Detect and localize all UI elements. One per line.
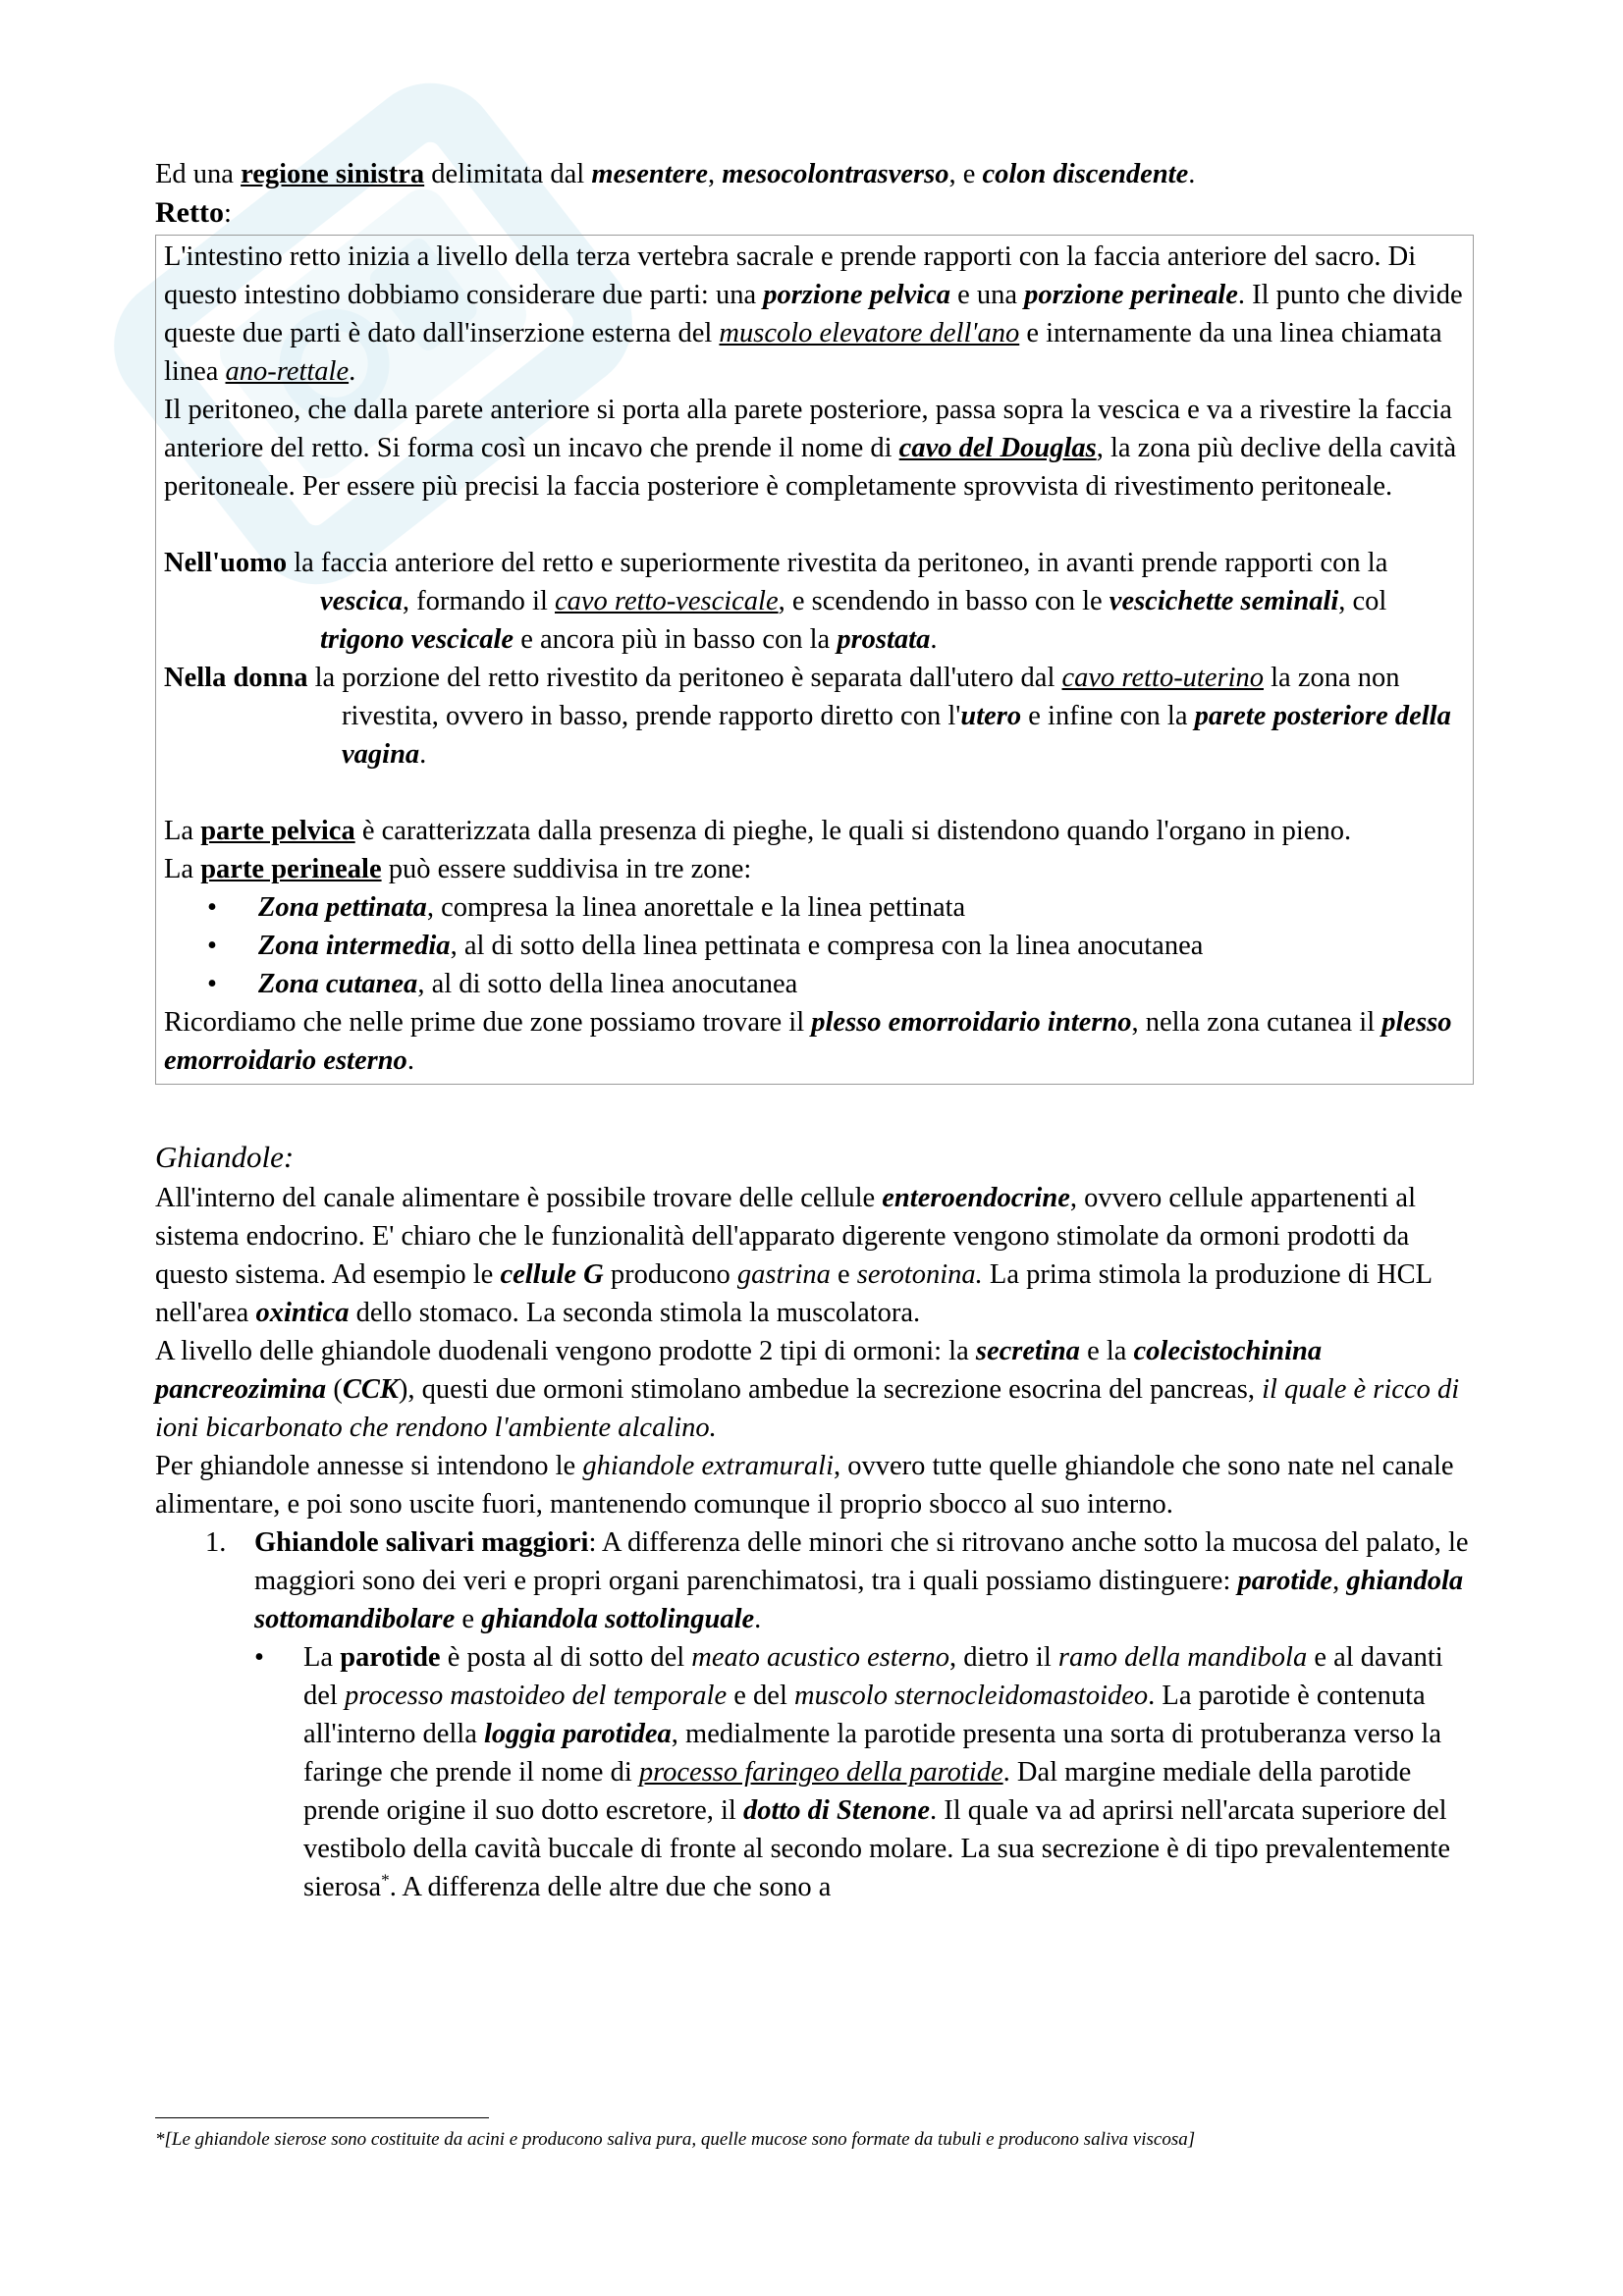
list-item: • Zona cutanea, al di sotto della linea anocutanea <box>207 965 1465 1003</box>
ghiandole-heading: Ghiandole: <box>155 1140 295 1174</box>
ghiandole-paragraph-3: Per ghiandole annesse si intendono le ghiandole extramurali, ovvero tutte quelle ghiandole che sono nate nel canale alimentare, e poi sono uscite fuori, mantenendo comunque il proprio sbocco al suo interno. <box>155 1451 1454 1520</box>
list-item: • Zona pettinata, compresa la linea anorettale e la linea pettinata <box>207 888 1465 927</box>
ricordiamo-paragraph: Ricordiamo che nelle prime due zone possiamo trovare il plesso emorroidario interno, nella zona cutanea il plesso emorroidario esterno. <box>164 1007 1452 1076</box>
retto-paragraph-1: L'intestino retto inizia a livello della terza vertebra sacrale e prende rapporti con la faccia anteriore del sacro. Di questo intestino dobbiamo considerare due parti: una porzione pelvica e una porzione perineale. Il punto che divide queste due parti è dato dall'inserzione esterna del muscolo elevatore dell'ano e internamente da una linea chiamata linea ano-rettale. <box>164 241 1463 387</box>
list-item: • La parotide è posta al di sotto del meato acustico esterno, dietro il ramo della mandibola e al davanti del processo mastoideo del temporale e del muscolo sternocleidomastoideo. La parotide è contenuta all'interno della loggia parotidea, medialmente la parotide presenta una sorta di protuberanza verso la faringe che prende il nome di processo faringeo della parotide. Dal margine mediale della parotide prende origine il suo dotto escretore, il dotto di Stenone. Il quale va ad aprirsi nell'arcata superiore del vestibolo della cavità buccale di fronte al secondo molare. La sua secrezione è di tipo prevalentemente sierosa*. A differenza delle altre due che sono a <box>254 1638 1476 1906</box>
ghiandole-list <box>155 1523 1476 1906</box>
page-content <box>155 155 1476 1906</box>
retto-title: Retto <box>155 196 224 229</box>
ghiandole-paragraph-1: All'interno del canale alimentare è possibile trovare delle cellule enteroendocrine, ovvero cellule appartenenti al sistema endocrino. E' chiaro che le funzionalità dell'apparato digerente vengono stimolate da ormoni prodotti da questo sistema. Ad esempio le cellule G producono gastrina e serotonina. La prima stimola la produzione di HCL nell'area oxintica dello stomaco. La seconda stimola la muscolatora. <box>155 1183 1433 1328</box>
footnote: *[Le ghiandole sierose sono costituite da acini e producono saliva pura, quelle mucose sono formate da tubuli e producono saliva viscosa] <box>155 2129 1196 2150</box>
retto-heading: Retto: <box>155 196 232 229</box>
footnote-marker: * <box>381 1870 390 1890</box>
pelvica-paragraph: La parte pelvica è caratterizzata dalla presenza di pieghe, le quali si distendono quando l'organo in pieno. <box>164 816 1352 846</box>
ghiandole-paragraph-2: A livello delle ghiandole duodenali vengono prodotte 2 tipi di ormoni: la secretina e la colecistochinina pancreozimina (CCK), questi due ormoni stimolano ambedue la secrezione esocrina del pancreas, il quale è ricco di ioni bicarbonato che rendono l'ambiente alcalino. <box>155 1336 1460 1443</box>
list-item: • Zona intermedia, al di sotto della linea pettinata e compresa con la linea anocutanea <box>207 927 1465 965</box>
zone-list <box>164 888 1465 1003</box>
list-item: 1. Ghiandole salivari maggiori: A differenza delle minori che si ritrovano anche sotto la mucosa del palato, le maggiori sono dei veri e propri organi parenchimatosi, tra i quali possiamo distinguere: parotide, ghiandola sottomandibolare e ghiandola sottolinguale. • La parotide è posta al di sotto del meato acustico esterno, dietro il ramo della mandibola e al davanti del processo mastoideo del temporale e del muscolo sternocleidomastoideo. La parotide è contenuta all'interno della loggia parotidea, medialmente la parotide presenta una sorta di protuberanza verso la faringe che prende il nome di processo faringeo della parotide. Dal margine mediale della parotide prende origine il suo dotto escretore, il dotto di Stenone. Il quale va ad aprirsi nell'arcata superiore del vestibolo della cavità buccale di fronte al secondo molare. La sua secrezione è di tipo prevalentemente sierosa*. A differenza delle altre due che sono a <box>205 1523 1476 1906</box>
uomo-paragraph: Nell'uomo la faccia anteriore del retto e superiormente rivestita da peritoneo, in avanti prende rapporti con la vescica, formando il cavo retto-vescicale, e scendendo in basso con le vescichette seminali, col trigono vescicale e ancora più in basso con la prostata. <box>164 548 1388 655</box>
retto-paragraph-2: Il peritoneo, che dalla parete anteriore si porta alla parete posteriore, passa sopra la vescica e va a rivestire la faccia anteriore del retto. Si forma così un incavo che prende il nome di cavo del Douglas, la zona più declive della cavità peritoneale. Per essere più precisi la faccia posteriore è completamente sprovvista di rivestimento peritoneale. <box>164 395 1457 502</box>
retto-box <box>155 235 1474 1085</box>
footnote-divider <box>155 2117 489 2118</box>
intro-paragraph: Ed una regione sinistra delimitata dal mesentere, mesocolontrasverso, e colon discendente. <box>155 159 1196 189</box>
donna-paragraph: Nella donna la porzione del retto rivestito da peritoneo è separata dall'utero dal cavo retto-uterino la zona non rivestita, ovvero in basso, prende rapporto diretto con l'utero e infine con la parete posteriore della vagina. <box>164 663 1451 770</box>
perineale-paragraph: La parte perineale può essere suddivisa in tre zone: <box>164 854 752 884</box>
parotide-list <box>254 1638 1476 1906</box>
